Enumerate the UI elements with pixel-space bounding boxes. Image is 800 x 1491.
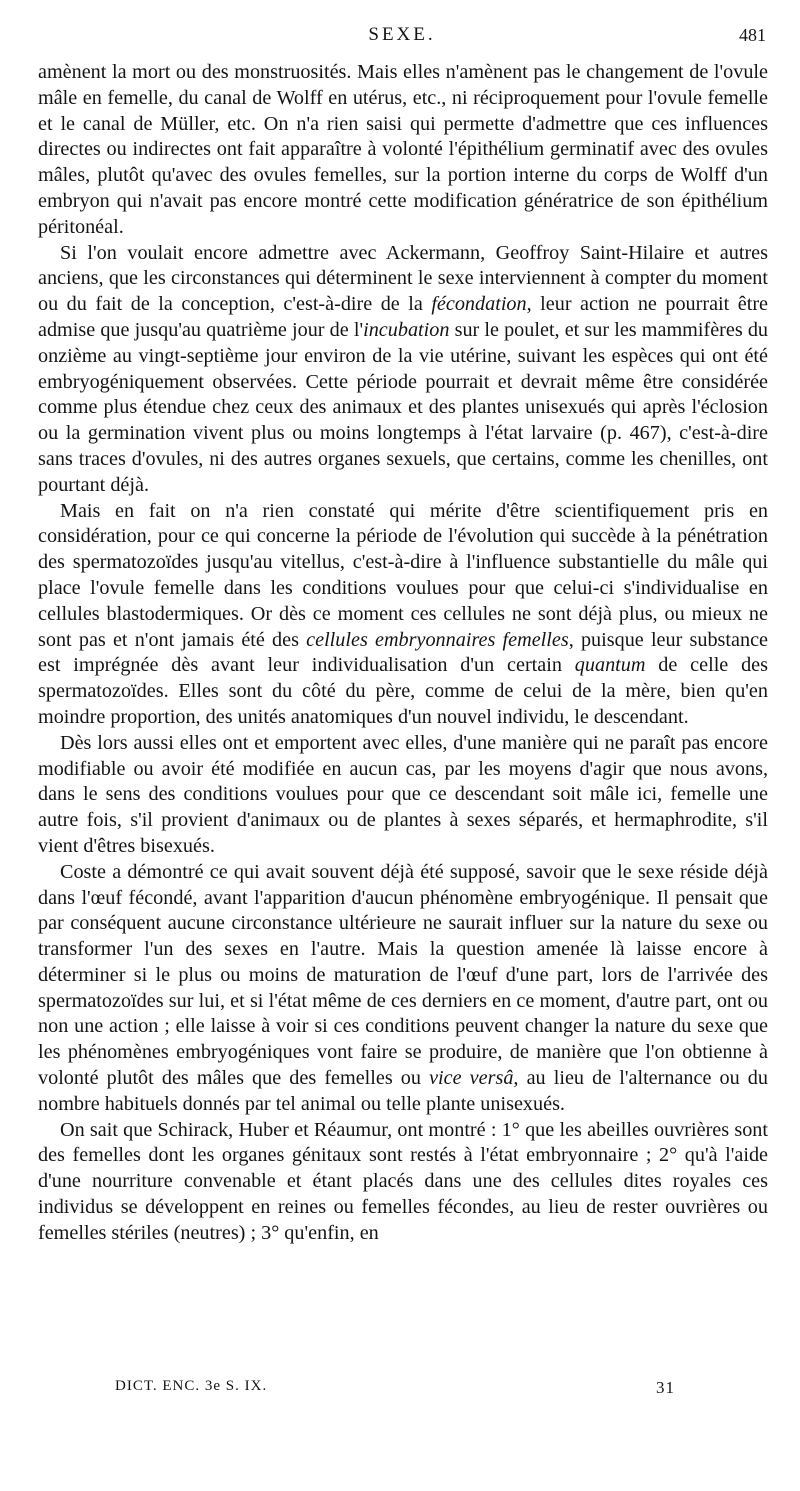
text-run: amènent la mort ou des monstruosités. Mais elles n'amènent pas le changement de l'ovule mâle en femelle, du canal de Wolff en utérus, etc., ni réciproquement pour l'ovule femelle et le canal de Müller, etc. On n'a rien saisi qui permette d'admettre que ces influences directes ou indirectes ont fait apparaître à volonté l'épithélium germinatif avec des ovules mâles, plutôt qu'avec des ovules femelles, sur la portion interne du corps de Wolff d'un embryon qui n'avait pas encore montré cette modification génératrice de son épithélium péritonéal.: [38, 61, 768, 238]
page-footer: [115, 1378, 675, 1402]
italic-term: incubation: [363, 318, 450, 341]
running-title: SEXE.: [368, 24, 436, 45]
text-run: de celle des spermatozoïdes. Elles sont du côté du père, comme de celui de la mère, bien qu'en moindre proportion, des unités anatomiques d'un nouvel individu, le descendant.: [38, 654, 768, 728]
paragraph-p4: [38, 731, 768, 860]
paragraph-p1: [38, 60, 768, 241]
paragraph-p5: [38, 860, 768, 1118]
paragraph-p2: [38, 241, 768, 499]
text-run: Si l'on voulait encore admettre avec Ackermann, Geoffroy Saint-Hilaire et autres anciens, que les circonstances qui déterminent le sexe interviennent à compter du moment ou du fait de la conception, c'est-à-dire de la: [38, 241, 768, 316]
italic-term: quantum: [574, 654, 646, 677]
page-number: 481: [739, 25, 766, 45]
text-run: , au lieu de l'alternance ou du nombre habituels donnés par tel animal ou telle plante unisexués.: [38, 1067, 768, 1115]
text-run: Coste a démontré ce qui avait souvent déjà été supposé, savoir que le sexe réside déjà dans l'œuf fécondé, avant l'apparition d'aucun phénomène embryogénique. Il pensait que par conséquent aucune circonstance ultérieure ne saurait influer sur la nature du sexe ou transformer l'un des sexes en l'autre. Mais la question amenée là laisse encore à déterminer si le plus ou moins de maturation de l'œuf d'une part, lors de l'arrivée des spermatozoïdes sur lui, et si l'état même de ces derniers en ce moment, d'autre part, ont ou non une action ; elle laisse à voir si ces conditions peuvent changer la nature du sexe que les phénomènes embryogéniques vont faire se produire, de manière que l'on obtienne à volonté plutôt des mâles que des femelles ou: [38, 860, 768, 1090]
paragraph-p6: [38, 1118, 768, 1247]
text-run: Dès lors aussi elles ont et emportent avec elles, d'une manière qui ne paraît pas encore modifiable ou avoir été modifiée en aucun cas, par les moyens d'agir que nous avons, dans le sens des conditions voulues pour que ce descendant soit mâle ici, femelle une autre fois, s'il provient d'animaux ou de plantes à sexes séparés, et hermaphrodite, s'il vient d'êtres bisexués.: [38, 731, 768, 857]
text-run: , leur action ne pourrait être admise que jusqu'au quatrième jour de l': [38, 293, 769, 341]
footer-signature: DICT. ENC. 3e S. IX.: [115, 1378, 268, 1394]
sheet-number: 31: [656, 1378, 675, 1397]
italic-term: vice versâ: [429, 1067, 514, 1090]
text-run: sur le poulet, et sur les mammifères du onzième au vingt-septième jour environ de la vie utérine, suivant les espèces qui ont été embryogéniquement observées. Cette période pourrait et devrait même être considérée comme plus étendue chez ceux des animaux et des plantes unisexués qui après l'éclosion ou la germination vivent plus ou moins longtemps à l'état larvaire (p. 467), c'est-à-dire sans traces d'ovules, ni des autres organes sexuels, que certains, comme les chenilles, ont pourtant déjà.: [38, 318, 769, 496]
running-header: [38, 24, 766, 54]
paragraph-p3: [38, 499, 768, 731]
text-run: On sait que Schirack, Huber et Réaumur, ont montré : 1° que les abeilles ouvrières sont des femelles dont les organes génitaux sont restés à l'état embryonnaire ; 2° qu'à l'aide d'une nourriture convenable et étant placés dans une des cellules dites royales ces individus se développent en reines ou femelles fécondes, au lieu de rester ouvrières ou femelles stériles (neutres) ; 3° qu'enfin, en: [38, 1118, 768, 1244]
italic-term: fécondation: [431, 293, 527, 316]
article-body: [38, 60, 768, 1247]
text-run: , puisque leur substance est imprégnée dès avant leur individualisation d'un certain: [38, 628, 769, 677]
text-run: Mais en fait on n'a rien constaté qui mérite d'être scientifiquement pris en considération, pour ce qui concerne la période de l'évolution qui succède à la pénétration des spermatozoïdes jusqu'au vitellus, c'est-à-dire à l'influence substantielle du mâle qui place l'ovule femelle dans les conditions voulues pour que celui-ci s'individualise en cellules blastodermiques. Or dès ce moment ces cellules ne sont déjà plus, ou mieux ne sont pas et n'ont jamais été des: [38, 499, 768, 651]
italic-term: cellules embryonnaires femelles: [306, 628, 569, 651]
